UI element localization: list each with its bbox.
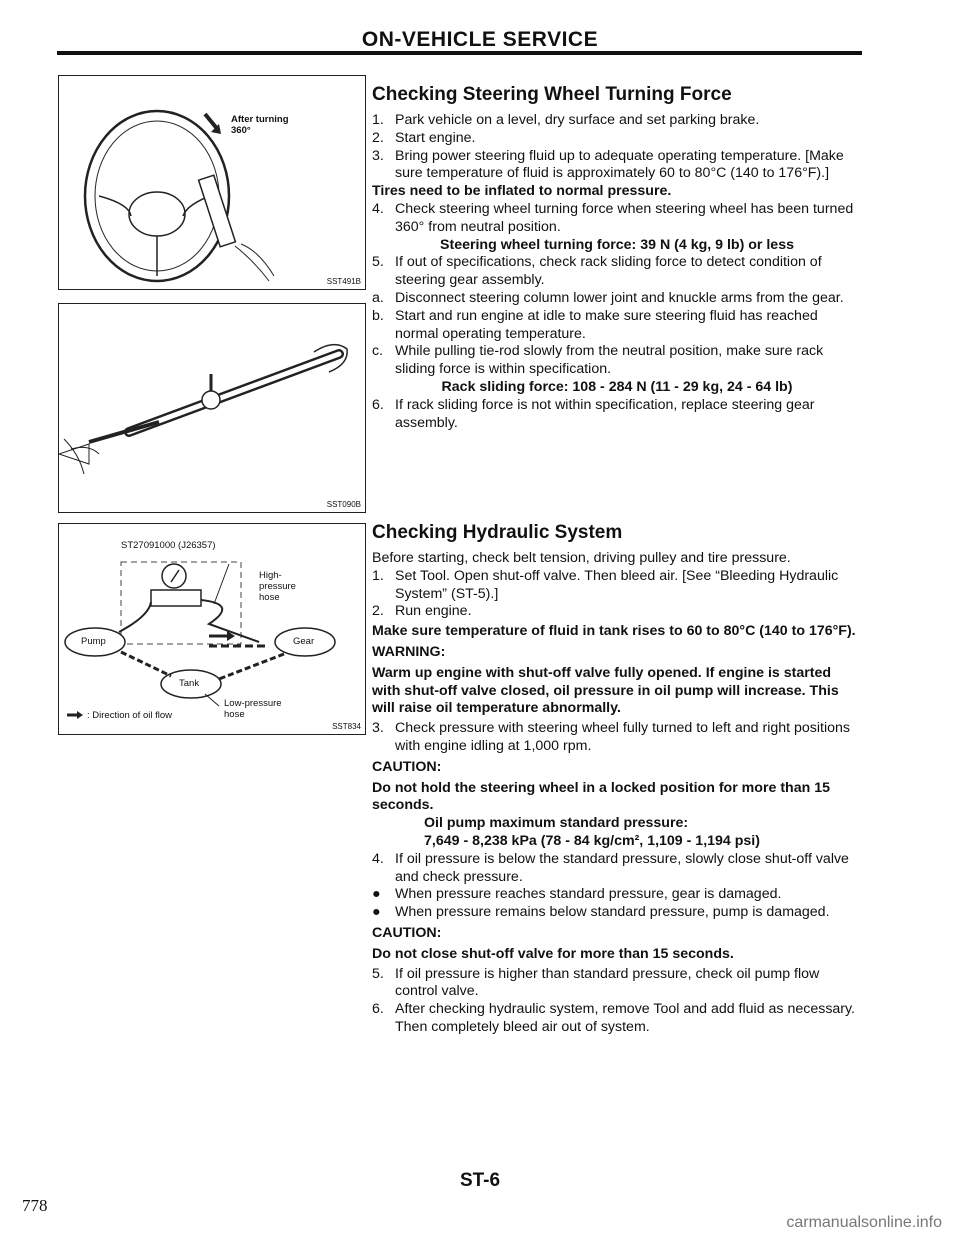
figure-rack-force	[58, 303, 366, 513]
section-title: Checking Steering Wheel Turning Force	[372, 84, 732, 105]
step-3: 3. Check pressure with steering wheel fully turned to left and right positions with engine idling at 1,000 rpm.	[372, 720, 851, 754]
warning-heading: WARNING:	[372, 643, 446, 660]
page-number: 778	[22, 1196, 48, 1215]
flow-legend: : Direction of oil flow	[87, 710, 173, 721]
watermark: carmanualsonline.info	[786, 1214, 942, 1231]
step-1: 1. Set Tool. Open shut-off valve. Then bleed air. [See “Bleeding Hydraulic System” (ST-5).]	[372, 567, 839, 602]
steering-gear-illustration	[59, 304, 365, 512]
spec-turning-force: Steering wheel turning force: 39 N (4 kg, 9 lb) or less	[440, 236, 794, 253]
figure-hydraulic-system	[58, 523, 366, 735]
step-4: 4. Check steering wheel turning force when steering wheel has been turned 360° from neutral position.	[372, 200, 854, 235]
spec-value: 7,649 - 8,238 kPa (78 - 84 kg/cm², 1,109 - 1,194 psi)	[424, 832, 760, 849]
bullet-item: ● When pressure remains below standard pressure, pump is damaged.	[372, 904, 830, 921]
spec-rack-force: Rack sliding force: 108 - 284 N (11 - 29 kg, 24 - 64 lb)	[441, 378, 793, 395]
warning-text: Warm up engine with shut-off valve fully opened. If engine is started with shut-off valve closed, oil pressure in oil pump will increase. This will raise oil temperature abnormally.	[372, 664, 839, 717]
step-3: 3. Bring power steering fluid up to adequate operating temperature. [Make sure temperature of fluid is approximately 60 to 80°C (140 to 176°F).]	[372, 147, 844, 182]
step-2: 2. Run engine.	[372, 603, 472, 620]
high-pressure-hose-label: High-pressure hose	[259, 570, 296, 603]
step-b: b. Start and run engine at idle to make sure steering fluid has reached normal operating temperature.	[372, 307, 818, 342]
step-c: c. While pulling tie-rod slowly from the neutral position, make sure rack sliding force is within specification.	[372, 343, 824, 378]
tool-number: ST27091000 (J26357)	[121, 540, 216, 551]
bullet-item: ● When pressure reaches standard pressure, gear is damaged.	[372, 886, 782, 903]
step-6: 6. If rack sliding force is not within specification, replace steering gear assembly.	[372, 396, 815, 431]
hydraulic-diagram	[59, 524, 365, 734]
gear-label: Gear	[293, 636, 315, 647]
page-header: ON-VEHICLE SERVICE	[361, 28, 599, 51]
caution-text: Do not close shut-off valve for more than 15 seconds.	[372, 945, 734, 962]
pump-label: Pump	[81, 636, 106, 647]
spec-label: Oil pump maximum standard pressure:	[424, 815, 689, 832]
step-5: 5. If oil pressure is higher than standard pressure, check oil pump flow control valve.	[372, 965, 820, 1000]
caution-heading: CAUTION:	[372, 758, 442, 775]
figure-code: SST090B	[326, 500, 361, 509]
intro-text: Before starting, check belt tension, driving pulley and tire pressure.	[372, 550, 791, 566]
section-title: Checking Hydraulic System	[372, 522, 623, 543]
step-6: 6. After checking hydraulic system, remove Tool and add fluid as necessary. Then completely bleed air out of system.	[372, 1001, 856, 1035]
caution-heading: CAUTION:	[372, 924, 442, 941]
figure-steering-wheel	[58, 75, 366, 290]
caution-text: Do not hold the steering wheel in a locked position for more than 15 seconds.	[372, 779, 830, 814]
header-rule	[57, 51, 862, 55]
step-a: a. Disconnect steering column lower joint and knuckle arms from the gear.	[372, 289, 844, 306]
tires-note: Tires need to be inflated to normal pressure.	[372, 183, 672, 200]
section-turning-force	[372, 84, 862, 432]
section-hydraulic	[372, 522, 862, 1037]
figure-code: SST834	[332, 722, 361, 731]
step-1: 1. Park vehicle on a level, dry surface and set parking brake.	[372, 112, 760, 128]
steering-wheel-illustration	[59, 76, 365, 288]
tank-label: Tank	[179, 678, 200, 689]
temperature-note: Make sure temperature of fluid in tank rises to 60 to 80°C (140 to 176°F).	[372, 623, 856, 640]
step-4: 4. If oil pressure is below the standard pressure, slowly close shut-off valve and check pressure.	[372, 850, 849, 885]
step-5: 5. If out of specifications, check rack sliding force to detect condition of steering gear assembly.	[372, 254, 822, 289]
step-2: 2. Start engine.	[372, 129, 476, 146]
after-turning-label: After turning 360°	[231, 114, 289, 136]
figure-code: SST491B	[326, 277, 361, 286]
low-pressure-hose-label: Low-pressure hose	[224, 698, 282, 720]
page-footer: ST-6	[459, 1170, 501, 1191]
